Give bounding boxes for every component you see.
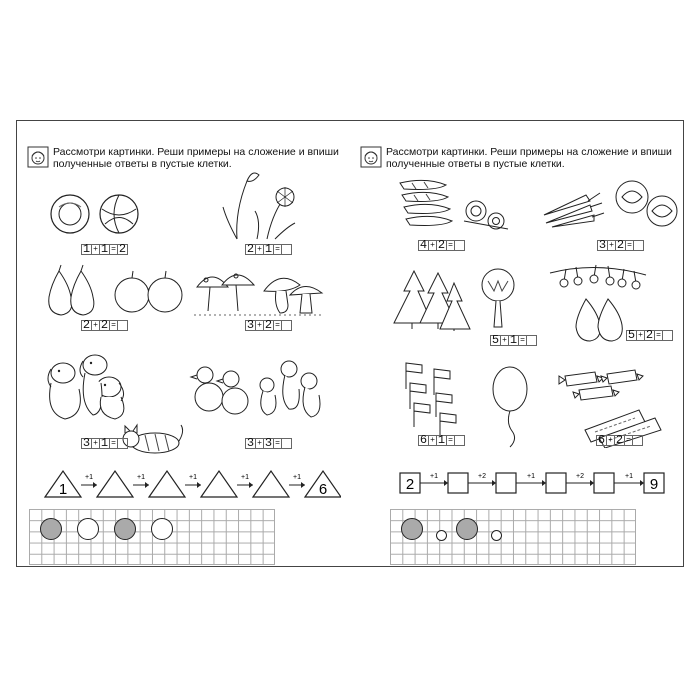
equals-sign: =: [654, 330, 663, 341]
chain-step: +1: [85, 474, 93, 481]
equation-3: [81, 319, 127, 331]
operand-b: 1: [437, 432, 446, 447]
plus-sign: +: [428, 435, 437, 446]
pattern-circle-filled: [40, 518, 62, 540]
operand-b: 1: [264, 241, 273, 256]
equation-10: [626, 329, 672, 341]
chain-step: +1: [625, 473, 633, 480]
square-blank[interactable]: [496, 473, 516, 493]
equals-sign: =: [273, 438, 282, 449]
answer-cell[interactable]: [632, 435, 643, 446]
operand-b: 2: [264, 317, 273, 332]
girl-face-icon: [27, 146, 49, 168]
answer-cell[interactable]: [662, 330, 673, 341]
equation-8: [597, 239, 643, 251]
answer-cell[interactable]: [281, 244, 292, 255]
pretzels-and-snails-picture: [396, 177, 511, 233]
pattern-grid[interactable]: [390, 509, 636, 565]
operand-b: 2: [100, 317, 109, 332]
pattern-circle-large-filled: [456, 518, 478, 540]
plus-sign: +: [255, 438, 264, 449]
plus-sign: +: [91, 320, 100, 331]
operand-a: 3: [246, 317, 255, 332]
operand-b: 3: [264, 435, 273, 450]
answer-cell[interactable]: [454, 435, 465, 446]
equals-sign: =: [273, 244, 282, 255]
chain-start-number: 2: [405, 476, 415, 493]
plus-sign: +: [606, 435, 615, 446]
equals-sign: =: [109, 438, 118, 449]
chain-end-number: 9: [649, 476, 659, 493]
square-blank[interactable]: [594, 473, 614, 493]
operand-b: 1: [100, 435, 109, 450]
plus-sign: +: [500, 335, 509, 346]
answer-cell[interactable]: [633, 240, 644, 251]
chain-step: +1: [137, 474, 145, 481]
pattern-circle-small-empty: [491, 530, 502, 541]
pattern-grid[interactable]: [29, 509, 275, 565]
answer-cell[interactable]: [117, 438, 128, 449]
girl-face-icon: [360, 146, 382, 168]
answer-cell[interactable]: [281, 320, 292, 331]
pears-and-apples-picture: [37, 263, 187, 318]
workbook-spread: [16, 120, 684, 567]
pattern-circle-empty: [151, 518, 173, 540]
pattern-circle-large-filled: [401, 518, 423, 540]
equation-11: [418, 434, 464, 446]
equation-4: [245, 319, 291, 331]
chain-start-number: 1: [58, 481, 68, 498]
chain-end-number: 6: [318, 481, 328, 498]
triangle-number-chain: [41, 465, 341, 501]
fir-trees-and-tree-picture: [390, 261, 520, 333]
equation-7: [418, 239, 464, 251]
equation-1: [81, 243, 127, 255]
triangle-blank[interactable]: [149, 471, 185, 497]
answer-cell[interactable]: [454, 240, 465, 251]
right-page: [350, 121, 683, 566]
chain-step: +1: [189, 474, 197, 481]
pattern-circle-small-empty: [436, 530, 447, 541]
square-blank[interactable]: [546, 473, 566, 493]
pattern-circle-empty: [77, 518, 99, 540]
operand-a: 5: [627, 327, 636, 342]
operand-a: 4: [419, 237, 428, 252]
operand-b: 1: [100, 241, 109, 256]
equals-sign: =: [109, 244, 118, 255]
snowdrop-flowers-picture: [217, 161, 303, 241]
triangle-blank[interactable]: [201, 471, 237, 497]
equals-sign: =: [109, 320, 118, 331]
answer-cell[interactable]: [281, 438, 292, 449]
equals-sign: =: [518, 335, 527, 346]
answer-cell[interactable]: 2: [118, 241, 127, 256]
chain-step: +2: [576, 473, 584, 480]
equals-sign: =: [446, 240, 455, 251]
triangle-blank[interactable]: [253, 471, 289, 497]
plus-sign: +: [91, 244, 100, 255]
instruction-text: Рассмотри картинки. Реши примеры на сложение и впиши полученные ответы в пустые клетки.: [53, 146, 339, 170]
operand-b: 2: [616, 237, 625, 252]
chain-step: +1: [293, 474, 301, 481]
plus-sign: +: [255, 244, 264, 255]
equation-12: [596, 434, 642, 446]
chain-step: +1: [430, 473, 438, 480]
chain-step: +1: [241, 474, 249, 481]
plus-sign: +: [91, 438, 100, 449]
chain-step: +2: [478, 473, 486, 480]
plus-sign: +: [636, 330, 645, 341]
operand-a: 2: [82, 317, 91, 332]
equation-5: [81, 437, 127, 449]
instruction-text: Рассмотри картинки. Реши примеры на сложение и впиши полученные ответы в пустые клетки.: [386, 146, 672, 170]
equals-sign: =: [446, 435, 455, 446]
operand-b: 2: [645, 327, 654, 342]
operand-b: 2: [615, 432, 624, 447]
pattern-circle-filled: [114, 518, 136, 540]
operand-a: 3: [82, 435, 91, 450]
equals-sign: =: [624, 435, 633, 446]
operand-a: 1: [82, 241, 91, 256]
plus-sign: +: [607, 240, 616, 251]
square-number-chain: [370, 469, 670, 497]
operand-a: 3: [598, 237, 607, 252]
answer-cell[interactable]: [526, 335, 537, 346]
equals-sign: =: [625, 240, 634, 251]
square-blank[interactable]: [448, 473, 468, 493]
mushrooms-picture: [192, 261, 327, 319]
equation-9: [490, 334, 536, 346]
operand-a: 2: [246, 241, 255, 256]
operand-a: 6: [419, 432, 428, 447]
operand-a: 3: [246, 435, 255, 450]
triangle-blank[interactable]: [97, 471, 133, 497]
equation-6: [245, 437, 291, 449]
operand-a: 5: [491, 332, 500, 347]
plus-sign: +: [428, 240, 437, 251]
equation-2: [245, 243, 291, 255]
left-page: [17, 121, 350, 566]
equals-sign: =: [273, 320, 282, 331]
plus-sign: +: [255, 320, 264, 331]
operand-a: 6: [597, 432, 606, 447]
operand-b: 1: [509, 332, 518, 347]
chain-step: +1: [527, 473, 535, 480]
carrots-and-cabbages-picture: [540, 177, 680, 229]
answer-cell[interactable]: [117, 320, 128, 331]
operand-b: 2: [437, 237, 446, 252]
ducklings-picture: [189, 359, 329, 421]
balls-picture: [47, 191, 147, 237]
puppies-picture: [35, 343, 135, 423]
